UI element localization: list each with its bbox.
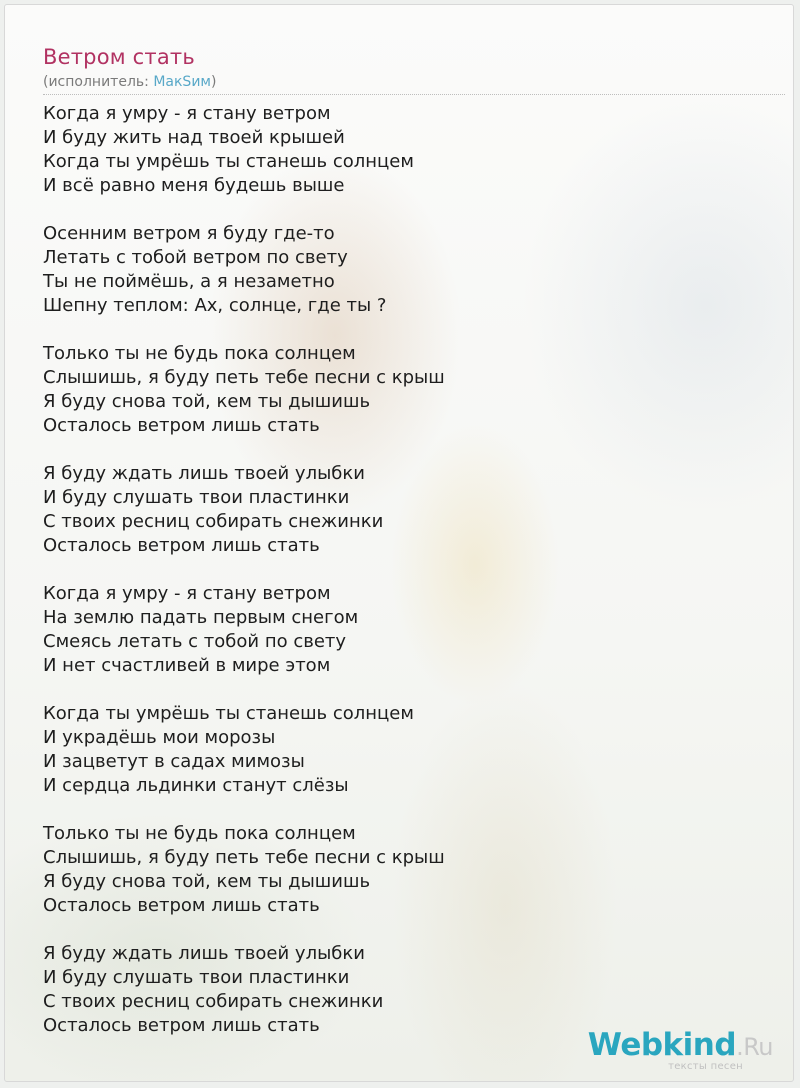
lyric-line: И всё равно меня будешь выше — [43, 175, 345, 196]
logo-tagline: тексты песен — [668, 1061, 743, 1072]
lyric-line: Осталось ветром лишь стать — [43, 895, 320, 916]
lyric-line: Летать с тобой ветром по свету — [43, 247, 348, 268]
lyric-line: Осталось ветром лишь стать — [43, 415, 320, 436]
lyric-line: С твоих ресниц собирать снежинки — [43, 991, 384, 1012]
lyric-line: Слышишь, я буду петь тебе песни с крыш — [43, 367, 445, 388]
lyric-line: Осталось ветром лишь стать — [43, 535, 320, 556]
lyric-line: Я буду ждать лишь твоей улыбки — [43, 463, 365, 484]
lyric-line: Осталось ветром лишь стать — [43, 1015, 320, 1036]
lyric-line: Только ты не будь пока солнцем — [43, 823, 356, 844]
logo-domain: .Ru — [736, 1033, 773, 1061]
artist-prefix: (исполнитель: — [43, 74, 154, 90]
lyric-line: И буду жить над твоей крышей — [43, 127, 345, 148]
lyric-line: Шепну теплом: Ах, солнце, где ты ? — [43, 295, 387, 316]
lyric-line: Я буду ждать лишь твоей улыбки — [43, 943, 365, 964]
lyric-line: Я буду снова той, кем ты дышишь — [43, 391, 371, 412]
lyric-line: Когда ты умрёшь ты станешь солнцем — [43, 151, 414, 172]
webkind-logo[interactable] — [588, 1029, 773, 1072]
lyric-line: На землю падать первым снегом — [43, 607, 359, 628]
lyric-line: Осенним ветром я буду где-то — [43, 223, 335, 244]
lyric-line: И зацветут в садах мимозы — [43, 751, 305, 772]
stanza-2 — [43, 222, 763, 318]
lyric-line: И буду слушать твои пластинки — [43, 967, 350, 988]
stanza-1 — [43, 102, 763, 198]
logo-wordmark — [588, 1029, 773, 1063]
lyric-line: Когда ты умрёшь ты станешь солнцем — [43, 703, 414, 724]
stanza-3 — [43, 342, 763, 438]
stanza-6 — [43, 702, 763, 798]
lyrics-card — [4, 4, 794, 1082]
lyric-line: И буду слушать твои пластинки — [43, 487, 350, 508]
logo-main-text: Webkind — [587, 1027, 737, 1063]
lyric-line: Слышишь, я буду петь тебе песни с крыш — [43, 847, 445, 868]
lyric-line: Когда я умру - я стану ветром — [43, 583, 331, 604]
artist-suffix: ) — [210, 74, 217, 90]
lyrics-body — [43, 102, 763, 1062]
artist-link[interactable]: МакSим — [153, 74, 211, 90]
lyric-line: И украдёшь мои морозы — [43, 727, 276, 748]
stanza-5 — [43, 582, 763, 678]
divider — [43, 94, 785, 95]
lyric-line: И нет счастливей в мире этом — [43, 655, 331, 676]
lyric-line: Ты не поймёшь, а я незаметно — [43, 271, 335, 292]
lyric-line: Я буду снова той, кем ты дышишь — [43, 871, 371, 892]
artist-line — [43, 74, 216, 90]
lyric-line: Смеясь летать с тобой по свету — [43, 631, 347, 652]
stanza-4 — [43, 462, 763, 558]
lyric-line: Только ты не будь пока солнцем — [43, 343, 356, 364]
stanza-8 — [43, 942, 763, 1038]
stanza-7 — [43, 822, 763, 918]
lyric-line: И сердца льдинки станут слёзы — [43, 775, 349, 796]
lyric-line: С твоих ресниц собирать снежинки — [43, 511, 384, 532]
lyric-line: Когда я умру - я стану ветром — [43, 103, 331, 124]
song-title: Ветром стать — [43, 45, 195, 69]
